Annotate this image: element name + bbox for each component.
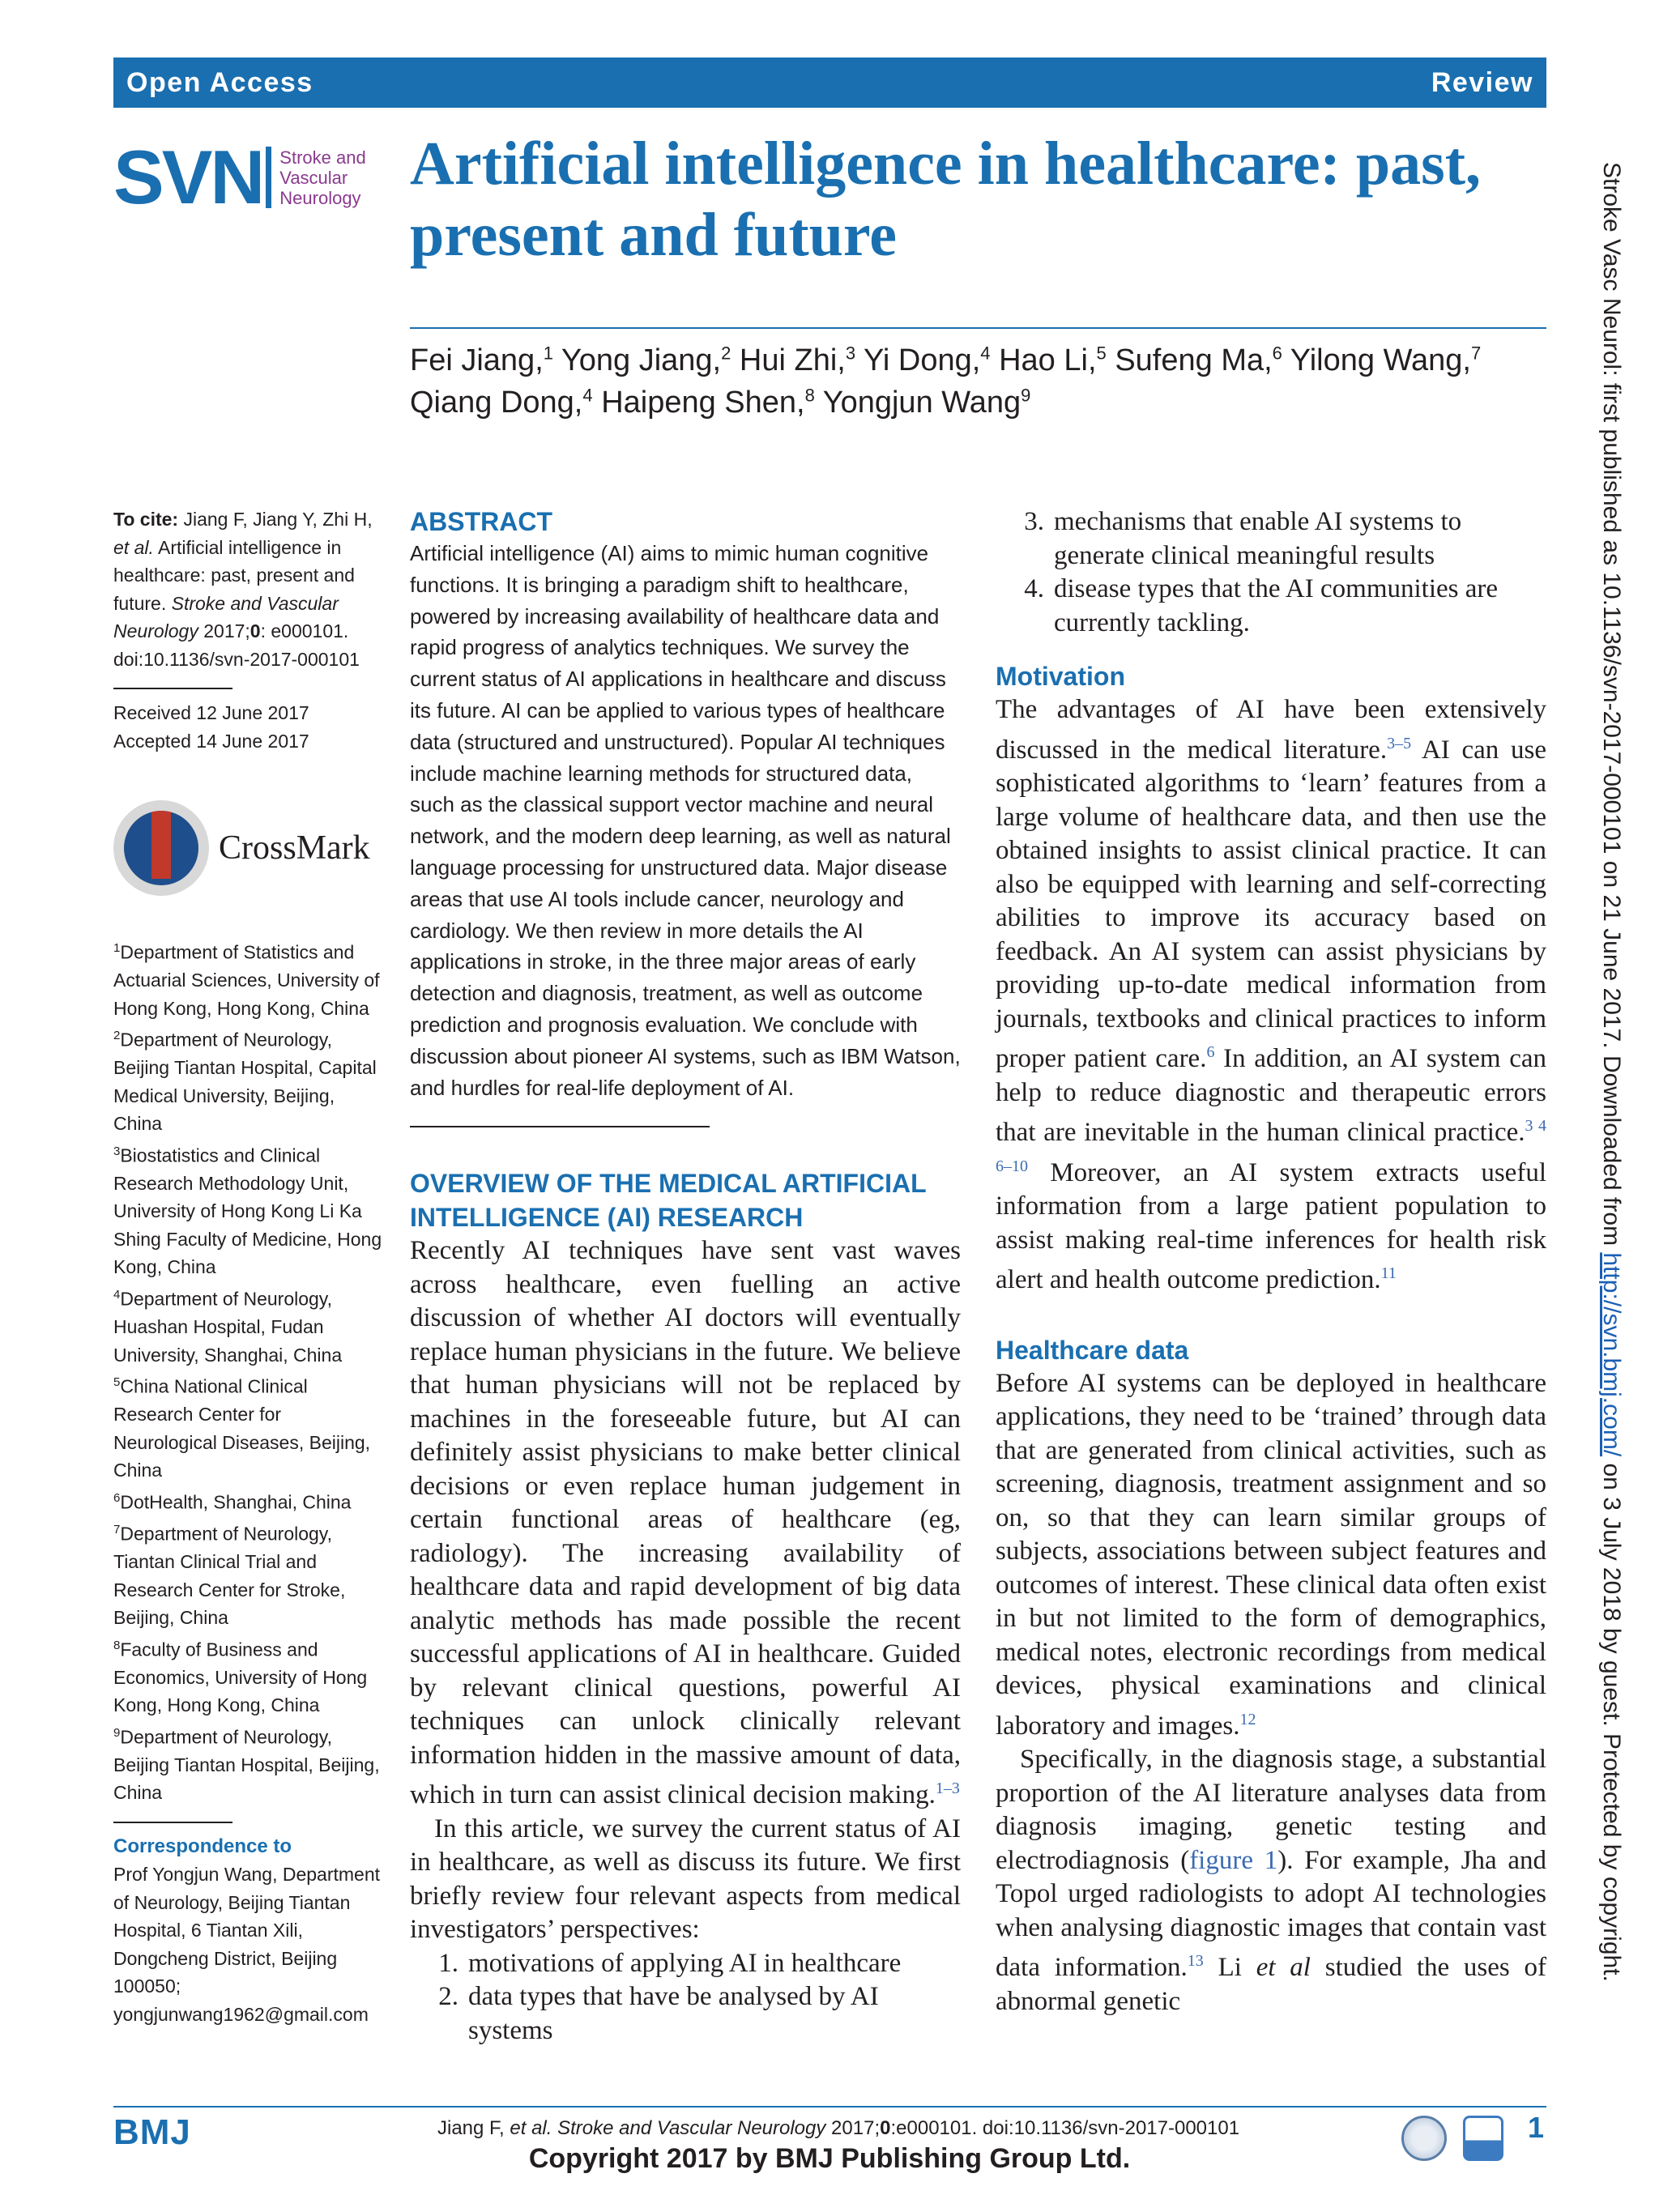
middle-column bbox=[410, 505, 961, 2048]
affiliation: $^2$Department of Neurology, Beijing Tiantan Hospital, Capital Medical University, Beijing, China bbox=[113, 1029, 377, 1135]
author[interactable]: Yi Dong,$^4$ bbox=[863, 343, 991, 377]
footer-citation: Jiang F, et al. Stroke and Vascular Neurology 2017;0:e000101. doi:10.1136/svn-2017-000101 bbox=[437, 2117, 1240, 2139]
divider bbox=[113, 1822, 232, 1823]
reference-link[interactable]: 13 bbox=[1187, 1952, 1204, 1970]
overview-paragraph: Recently AI techniques have sent vast waves across healthcare, even fuelling an active discussion of whether AI doctors will eventually replace human physicians in the future. We believe that human physicians will not be replaced by machines in the foreseeable future, but AI can definitely assist physicians to make better clinical decisions or even replace human judgement in certain functional areas of healthcare (eg, radiology). The increasing availability of healthcare data and rapid development of big data analytic methods has made possible the recent successful applications of AI in healthcare. Guided by relevant clinical questions, powerful AI techniques can unlock clinically relevant information hidden in the massive amount of data, which in turn can assist clinical decision making.$^{1-3}$ bbox=[410, 1236, 961, 1810]
author[interactable]: Yongjun Wang$^9$ bbox=[822, 385, 1031, 420]
affiliation: $^7$Department of Neurology, Tiantan Clinical Trial and Research Center for Stroke, Beijing, China bbox=[113, 1522, 346, 1629]
section-heading-overview: OVERVIEW OF THE MEDICAL ARTIFICIAL INTELLIGENCE (AI) RESEARCH bbox=[410, 1169, 927, 1233]
copyright-notice: Copyright 2017 by BMJ Publishing Group Ltd. bbox=[528, 2143, 1131, 2174]
list-item: 4. disease types that the AI communities are currently tackling. bbox=[1024, 574, 1499, 637]
affiliation: $^6$DotHealth, Shanghai, China bbox=[113, 1490, 352, 1513]
journal-logo bbox=[113, 134, 366, 219]
author[interactable]: Sufeng Ma,$^6$ bbox=[1115, 343, 1282, 377]
healthcare-data-paragraph: Specifically, in the diagnosis stage, a substantial proportion of the AI literature analyses data from diagnosis imaging, genetic testing and electrodiagnosis (figure 1). For example, Jha and Topol urged radiologists to adopt AI technologies when analysing diagnostic images that contain vast data information.$^{13}$ Li et al studied the uses of abnormal genetic bbox=[996, 1745, 1547, 2016]
author[interactable]: Haipeng Shen,$^8$ bbox=[601, 385, 815, 420]
open-access-label: Open Access bbox=[126, 66, 313, 98]
list-item: 1. motivations of applying AI in healthcare bbox=[438, 1948, 902, 1978]
page-number: 1 bbox=[1528, 2111, 1545, 2144]
sidebar bbox=[113, 505, 386, 2028]
affiliations bbox=[113, 935, 386, 1807]
healthcare-data-paragraph: Before AI systems can be deployed in healthcare applications, they need to be ‘trained’ through data that are generated from clinical activities, such as screening, diagnosis, treatment assignment and so on, so that they can learn similar groups of subjects, associations between subject features and outcomes of interest. These clinical data often exist in but not limited to the form of demographics, medical notes, electronic recordings from medical devices, physical examinations and clinical laboratory and images.$^{12}$ bbox=[996, 1368, 1546, 1741]
motivation-paragraph: The advantages of AI have been extensively discussed in the medical literature.$^{3-5}$ AI can use sophisticated algorithms to ‘learn’ features from a large volume of healthcare data, and then use the obtained insights to assist clinical practice. It can also be equipped with learning and self-correcting abilities to improve its accuracy based on feedback. An AI system can assist physicians by providing up-to-date medical information from journals, textbooks and clinical practices to inform proper patient care.$^6$ In addition, an AI system can help to reduce diagnostic and therapeutic errors that are inevitable in the human clinical practice.$^{3 4 6-10}$ Moreover, an AI system extracts useful information from a large patient population to assist making real-time inferences for health risk alert and health outcome prediction.$^{11}$ bbox=[996, 695, 1547, 1294]
correspondence-heading: Correspondence to bbox=[113, 1835, 292, 1857]
aspect-list-continued bbox=[996, 505, 1546, 640]
footer-rule bbox=[113, 2106, 1546, 2108]
author[interactable]: Hao Li,$^5$ bbox=[999, 343, 1107, 377]
author[interactable]: Qiang Dong,$^4$ bbox=[410, 385, 593, 420]
reference-link[interactable]: 6 bbox=[1206, 1043, 1215, 1061]
reference-link[interactable]: 1–3 bbox=[935, 1779, 960, 1798]
journal-link[interactable]: http://svn.bmj.com/ bbox=[1598, 1252, 1625, 1457]
overview-paragraph: In this article, we survey the current status of AI in healthcare, as well as discuss its future. We first briefly review four relevant aspects from medical investigators’ perspectives: bbox=[410, 1813, 961, 1945]
aspect-list bbox=[410, 1947, 961, 2048]
svn-logo-mark: SVN bbox=[113, 134, 263, 219]
bmj-logo: BMJ bbox=[113, 2112, 191, 2152]
reference-link[interactable]: 3–5 bbox=[1387, 734, 1412, 752]
abstract-heading: ABSTRACT bbox=[410, 507, 552, 536]
vertical-download-notice: Stroke Vasc Neurol: first published as 10.1136/svn-2017-000101 on 21 June 2017. Downloaded from http://svn.bmj.com/ on 3 July 2018 by guest. Protected by copyright. bbox=[1598, 162, 1625, 1982]
received-date: Received 12 June 2017 bbox=[113, 702, 309, 723]
author[interactable]: Fei Jiang,$^1$ bbox=[410, 343, 553, 377]
reference-link[interactable]: 3 4 6–10 bbox=[996, 1117, 1547, 1175]
affiliation: $^1$Department of Statistics and Actuarial Sciences, University of Hong Kong, Hong Kong, China bbox=[113, 941, 380, 1019]
article-title: Artificial intelligence in healthcare: past, present and future bbox=[410, 130, 1482, 269]
affiliation: $^4$Department of Neurology, Huashan Hospital, Fudan University, Shanghai, China bbox=[113, 1287, 343, 1366]
crossmark-badge[interactable] bbox=[113, 800, 386, 896]
section-heading-healthcare-data: Healthcare data bbox=[996, 1335, 1189, 1365]
reference-link[interactable]: 11 bbox=[1380, 1264, 1397, 1282]
citation-info: To cite: Jiang F, Jiang Y, Zhi H, et al. Artificial intelligence in healthcare: past, present and future. Stroke and Vascular Neurology 2017;0: e000101. doi:10.1136/svn-2017-000101 bbox=[113, 509, 373, 670]
abstract-rule bbox=[410, 1126, 710, 1127]
title-rule bbox=[410, 327, 1546, 329]
right-column bbox=[996, 505, 1546, 2018]
article-type-label: Review bbox=[1431, 66, 1533, 98]
reference-link[interactable]: 12 bbox=[1239, 1710, 1256, 1728]
author[interactable]: Yilong Wang,$^7$ bbox=[1290, 343, 1482, 377]
affiliation: $^8$Faculty of Business and Economics, University of Hong Kong, Hong Kong, China bbox=[113, 1638, 368, 1716]
affiliation: $^5$China National Clinical Research Center for Neurological Diseases, Beijing, China bbox=[113, 1375, 371, 1481]
crossmark-label: CrossMark bbox=[219, 829, 370, 867]
section-heading-motivation: Motivation bbox=[996, 662, 1125, 691]
logo-divider bbox=[266, 147, 271, 208]
affiliation: $^9$Department of Neurology, Beijing Tiantan Hospital, Beijing, China bbox=[113, 1725, 380, 1804]
author[interactable]: Hui Zhi,$^3$ bbox=[739, 343, 856, 377]
author[interactable]: Yong Jiang,$^2$ bbox=[561, 343, 731, 377]
affiliation: $^3$Biostatistics and Clinical Research Methodology Unit, University of Hong Kong Li Ka Shing Faculty of Medicine, Hong Kong, China bbox=[113, 1144, 382, 1278]
logo-journal-name: Stroke and Vascular Neurology bbox=[279, 147, 366, 208]
accepted-date: Accepted 14 June 2017 bbox=[113, 730, 309, 752]
figure-link[interactable]: figure 1 bbox=[1189, 1845, 1278, 1875]
correspondence-details: Prof Yongjun Wang, Department of Neurology, Beijing Tiantan Hospital, 6 Tiantan Xili, Dongcheng District, Beijing 100050; yongjunwang1962@gmail.com bbox=[113, 1864, 381, 2025]
divider bbox=[113, 688, 232, 689]
list-item: 3. mechanisms that enable AI systems to generate clinical meaningful results bbox=[1024, 507, 1462, 570]
author-list bbox=[410, 335, 1544, 420]
header-banner bbox=[113, 58, 1546, 108]
list-item: 2. data types that have be analysed by AI systems bbox=[438, 1982, 879, 2045]
crossmark-icon bbox=[113, 800, 209, 896]
abstract-text: Artificial intelligence (AI) aims to mimic human cognitive functions. It is bringing a paradigm shift to healthcare, powered by increasing availability of healthcare data and rapid progress of analytics techniques. We survey the current status of AI applications in healthcare and discuss its future. AI can be applied to various types of healthcare data (structured and unstructured). Popular AI techniques include machine learning methods for structured data, such as the classical support vector machine and neural network, and the modern deep learning, as well as natural language processing for unstructured data. Major disease areas that use AI tools include cancer, neurology and cardiology. We then review in more details the AI applications in stroke, in the three major areas of early detection and diagnosis, treatment, as well as outcome prediction and prognosis evaluation. We conclude with discussion about pioneer AI systems, such as IBM Watson, and hurdles for real-life deployment of AI. bbox=[410, 541, 961, 1100]
